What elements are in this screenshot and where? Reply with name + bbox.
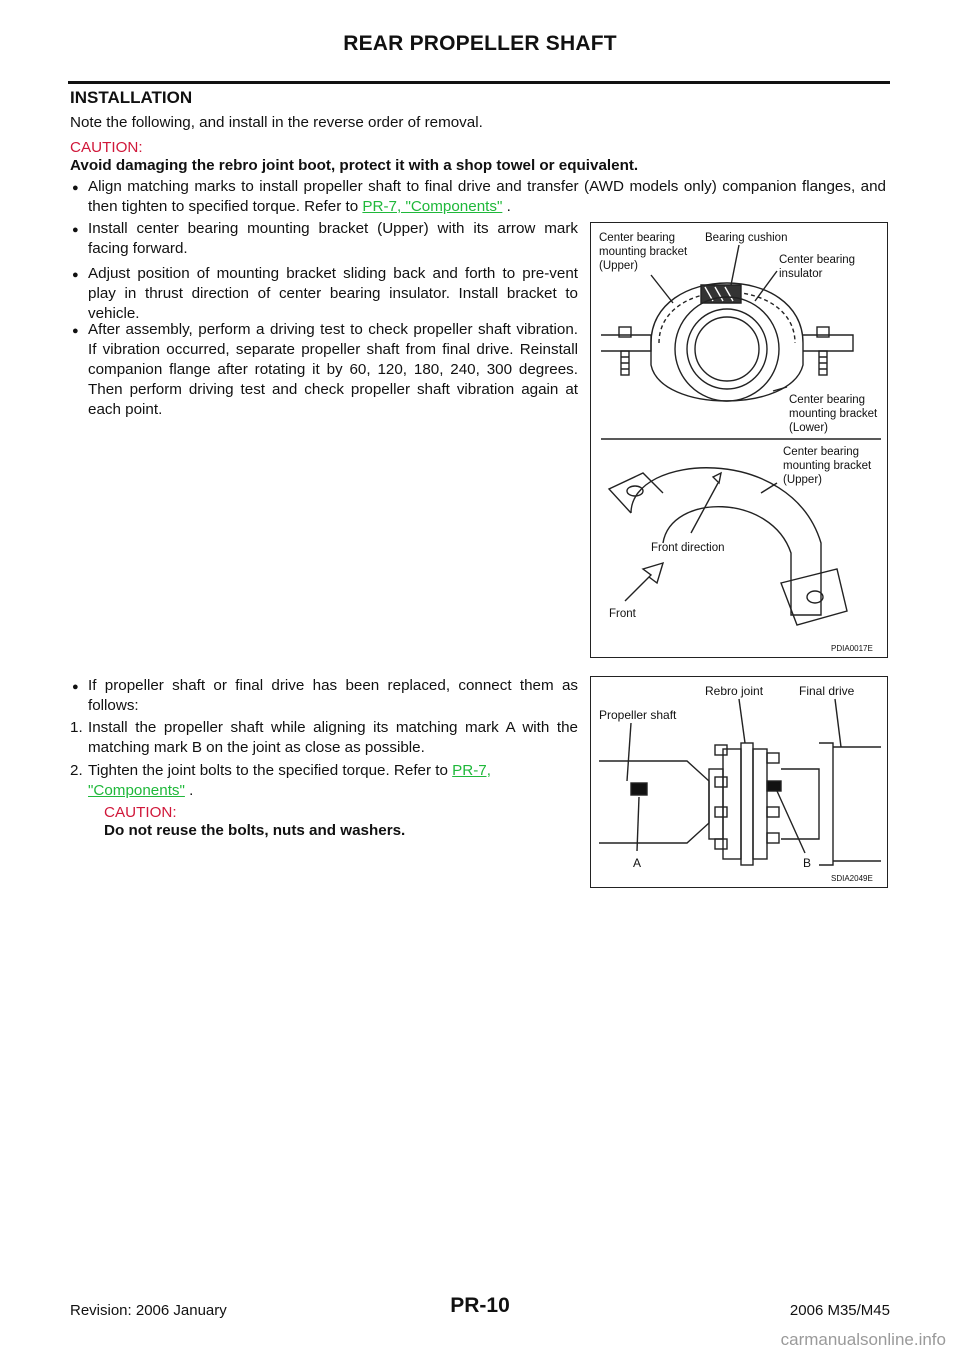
bullet-item-4: After assembly, perform a driving test to check propeller shaft vibration. If vibration occurred, separate propeller shaft from final drive. Reinstall companion flange after rotating it by 60, 120, 180, 240, 300 degrees. Then perform driving test and check propeller shaft vibration again at each point. — [88, 321, 578, 418]
label-front-direction: Front direction — [651, 542, 725, 554]
label-rebro-joint: Rebro joint — [705, 684, 764, 698]
label-lower-bracket-3: (Lower) — [789, 422, 828, 434]
label-upper2-2: mounting bracket — [783, 460, 872, 472]
figure2-code: SDIA2049E — [831, 874, 873, 883]
step-2-number: 2. — [70, 762, 83, 779]
label-insulator-1: Center bearing — [779, 254, 856, 266]
step-2-after: . — [184, 782, 194, 799]
label-mark-b: B — [803, 856, 812, 870]
label-propeller-shaft: Propeller shaft — [599, 708, 677, 722]
label-lower-bracket-1: Center bearing — [789, 394, 866, 406]
caution-text: Avoid damaging the rebro joint boot, protect it with a shop towel or equivalent. — [70, 157, 639, 174]
footer-revision: Revision: 2006 January — [70, 1302, 227, 1319]
step-2-body: Tighten the joint bolts to the specified torque. Refer to — [88, 762, 453, 779]
caution-label: CAUTION: — [70, 139, 143, 156]
bullet-item-5: If propeller shaft or final drive has been replaced, connect them as follows: — [88, 677, 578, 714]
bearing-bracket-drawing — [591, 223, 887, 657]
bullet-icon: ● — [72, 269, 79, 281]
bullet-icon: ● — [72, 681, 79, 693]
label-lower-bracket-2: mounting bracket — [789, 408, 878, 420]
bullet-1-after: . — [502, 198, 511, 215]
link-pr7[interactable]: PR-7, — [452, 762, 491, 779]
label-upper-bracket-2: mounting bracket — [599, 246, 688, 258]
page-header-title: REAR PROPELLER SHAFT — [343, 32, 617, 55]
label-bearing-cushion: Bearing cushion — [705, 232, 788, 244]
bullet-1-text: Align matching marks to install propeller shaft to final drive and transfer (AWD models only) companion flanges, and then tighten to specified torque. Refer to — [88, 178, 886, 215]
section-title: INSTALLATION — [70, 88, 193, 107]
label-insulator-2: insulator — [779, 268, 823, 280]
label-front: Front — [609, 608, 636, 620]
step-2-text — [88, 761, 578, 801]
caution-2-text: Do not reuse the bolts, nuts and washers. — [104, 822, 406, 839]
figure1-code: PDIA0017E — [831, 644, 873, 653]
label-upper-bracket-3: (Upper) — [599, 260, 638, 272]
bullet-icon: ● — [72, 325, 79, 337]
bullet-icon: ● — [72, 182, 79, 194]
intro-text: Note the following, and install in the reverse order of removal. — [70, 114, 483, 131]
label-final-drive: Final drive — [799, 684, 855, 698]
bullet-item-2: Install center bearing mounting bracket (Upper) with its arrow mark facing forward. — [88, 220, 578, 257]
bullet-icon: ● — [72, 224, 79, 236]
link-pr7-components[interactable]: PR-7, "Components" — [362, 198, 503, 215]
header-rule — [68, 81, 890, 84]
label-mark-a: A — [633, 856, 642, 870]
rebro-joint-drawing — [591, 677, 887, 887]
label-upper2-1: Center bearing — [783, 446, 860, 458]
link-components[interactable]: "Components" — [88, 782, 185, 799]
bullet-item-1 — [88, 177, 886, 217]
label-upper-bracket-1: Center bearing — [599, 232, 676, 244]
caution-2-label: CAUTION: — [104, 804, 177, 821]
footer-model: 2006 M35/M45 — [789, 1302, 890, 1319]
watermark: carmanualsonline.info — [780, 1330, 946, 1349]
page-number: PR-10 — [450, 1294, 510, 1317]
step-1-text: Install the propeller shaft while aligning its matching mark A with the matching mark B on the joint as close as possible. — [88, 719, 578, 756]
bullet-item-3: Adjust position of mounting bracket sliding back and forth to pre-vent play in thrust direction of center bearing insulator. Install bracket to vehicle. — [88, 265, 578, 322]
bearing-bracket-figure — [590, 222, 888, 658]
step-1-number: 1. — [70, 719, 83, 736]
label-upper2-3: (Upper) — [783, 474, 822, 486]
rebro-joint-figure — [590, 676, 888, 888]
